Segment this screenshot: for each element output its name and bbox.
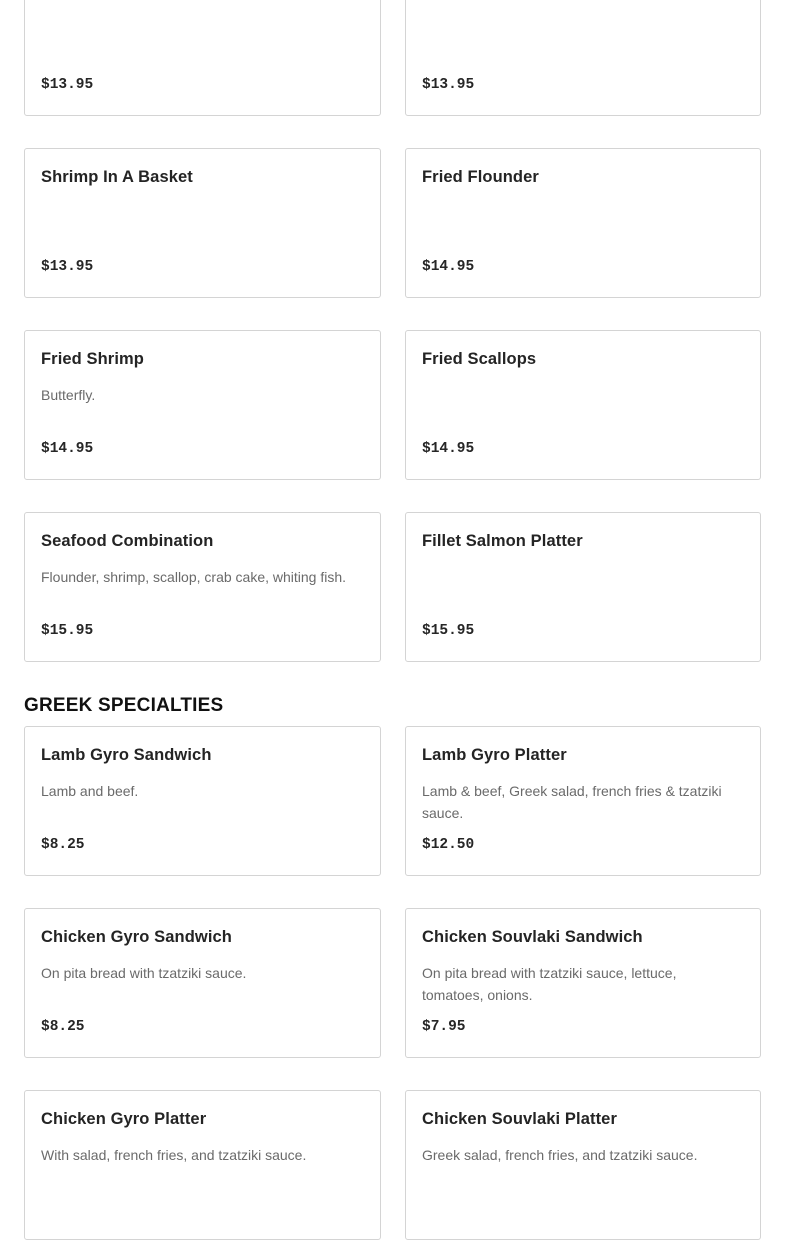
menu-item-price: $13.95	[41, 77, 94, 93]
menu-item-name: Fried Shrimp	[41, 350, 144, 368]
menu-item-name: Lamb Gyro Sandwich	[41, 746, 212, 764]
menu-item-card[interactable]	[24, 1090, 381, 1240]
menu-item-name: Lamb Gyro Platter	[422, 746, 567, 764]
menu-item-name: Chicken Souvlaki Sandwich	[422, 928, 643, 946]
menu-item-card[interactable]	[24, 512, 381, 662]
menu-item-description: On pita bread with tzatziki sauce.	[41, 965, 247, 981]
menu-item-description: On pita bread with tzatziki sauce, lettuce, tomatoes, onions.	[422, 965, 677, 1003]
menu-item-name: Fried Flounder	[422, 168, 539, 186]
menu-item-name: Seafood Combination	[41, 532, 214, 550]
menu-item-name: Chicken Souvlaki Platter	[422, 1110, 617, 1128]
menu-item-card[interactable]	[24, 908, 381, 1058]
menu-item-price: $13.95	[41, 259, 94, 275]
menu-item-name: Chicken Gyro Sandwich	[41, 928, 232, 946]
menu-item-card[interactable]	[24, 0, 381, 116]
menu-item-card[interactable]	[24, 148, 381, 298]
menu-page	[24, 0, 761, 1240]
menu-item-price: $7.95	[422, 1019, 466, 1035]
menu-item-name: Chicken Gyro Platter	[41, 1110, 207, 1128]
menu-item-card[interactable]	[405, 726, 761, 876]
menu-item-price: $13.95	[422, 77, 475, 93]
menu-item-description: Lamb & beef, Greek salad, french fries & tzatziki sauce.	[422, 783, 722, 821]
menu-item-card[interactable]	[405, 148, 761, 298]
menu-item-description: Flounder, shrimp, scallop, crab cake, whiting fish.	[41, 569, 347, 585]
menu-item-description: Lamb and beef.	[41, 783, 139, 799]
menu-item-description: With salad, french fries, and tzatziki sauce.	[41, 1147, 307, 1163]
menu-item-card[interactable]	[405, 1090, 761, 1240]
menu-item-name: Fillet Salmon Platter	[422, 532, 583, 550]
menu-item-description: Butterfly.	[41, 387, 96, 403]
menu-item-name: Fried Scallops	[422, 350, 537, 368]
menu-item-name: Shrimp In A Basket	[41, 168, 193, 186]
menu-item-price: $8.25	[41, 837, 85, 853]
section-title	[24, 662, 761, 726]
section-title-text: GREEK SPECIALTIES	[24, 695, 224, 716]
menu-item-price: $12.50	[422, 837, 475, 853]
menu-item-price: $14.95	[422, 259, 475, 275]
menu-item-description: Greek salad, french fries, and tzatziki sauce.	[422, 1147, 698, 1163]
menu-item-card[interactable]	[405, 512, 761, 662]
menu-item-card[interactable]	[405, 0, 761, 116]
menu-item-price: $8.25	[41, 1019, 85, 1035]
menu-item-card[interactable]	[405, 330, 761, 480]
menu-item-card[interactable]	[24, 330, 381, 480]
menu-item-card[interactable]	[24, 726, 381, 876]
menu-item-card[interactable]	[405, 908, 761, 1058]
menu-item-price: $15.95	[422, 623, 475, 639]
menu-item-price: $14.95	[41, 441, 94, 457]
menu-section-greek-specialties	[24, 726, 761, 1240]
menu-section-seafood	[24, 0, 761, 662]
menu-item-price: $15.95	[41, 623, 94, 639]
menu-item-price: $14.95	[422, 441, 475, 457]
